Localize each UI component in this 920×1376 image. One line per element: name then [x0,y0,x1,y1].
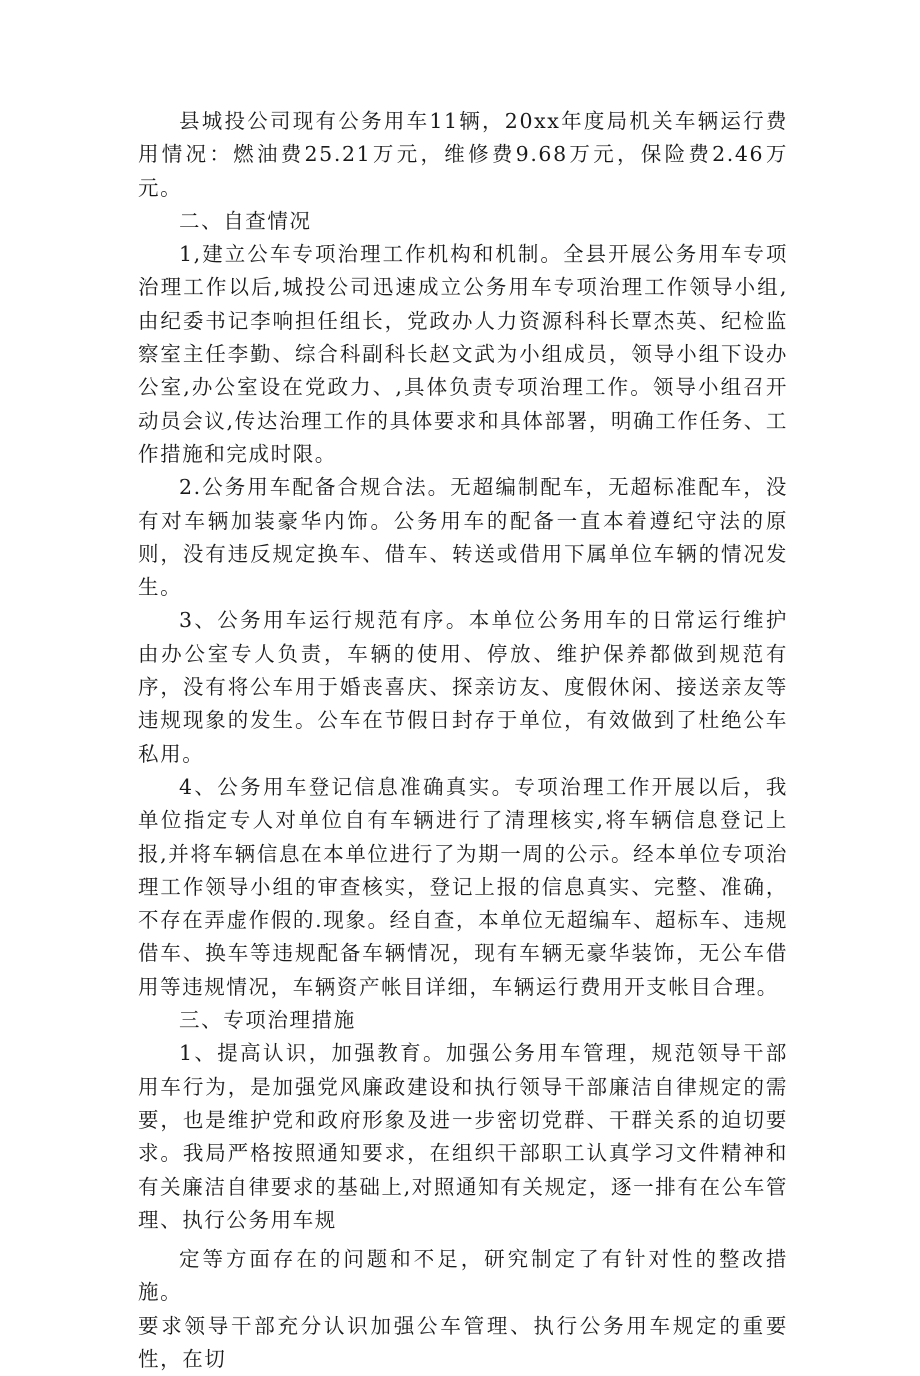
document-body [138,105,788,1376]
paragraph-measure-1-continued: 定等方面存在的问题和不足，研究制定了有针对性的整改措施。 [138,1247,788,1305]
paragraph-item-2: 2.公务用车配备合规合法。无超编制配车，无超标准配车，没有对车辆加装豪华内饰。公务用车的配备一直本着遵纪守法的原则，没有违反规定换车、借车、转送或借用下属单位车辆的情况发生。 [138,475,788,600]
paragraph-vehicle-costs: 县城投公司现有公务用车11辆，20xx年度局机关车辆运行费用情况：燃油费25.21万元，维修费9.68万元，保险费2.46万元。 [138,109,788,200]
heading-governance-measures: 三、专项治理措施 [179,1008,356,1033]
paragraph-item-3: 3、公务用车运行规范有序。本单位公务用车的日常运行维护由办公室专人负责，车辆的使用、停放、维护保养都做到规范有序，没有将公车用于婚丧喜庆、探亲访友、度假休闲、接送亲友等违规现象的发生。公车在节假日封存于单位，有效做到了杜绝公车私用。 [138,608,788,766]
heading-self-inspection: 二、自查情况 [179,208,312,233]
paragraph-item-1: 1,建立公车专项治理工作机构和机制。全县开展公务用车专项治理工作以后,城投公司迅速成立公务用车专项治理工作领导小组,由纪委书记李响担任组长，党政办人力资源科科长覃杰英、纪检监察室主任李勤、综合科副科长赵文武为小组成员，领导小组下设办公室,办公室设在党政力、,具体负责专项治理工作。领导小组召开动员会议,传达治理工作的具体要求和具体部署，明确工作任务、工作措施和完成时限。 [138,242,788,466]
paragraph-item-4: 4、公务用车登记信息准确真实。专项治理工作开展以后，我单位指定专人对单位自有车辆进行了清理核实,将车辆信息登记上报,并将车辆信息在本单位进行了为期一周的公示。经本单位专项治理工作领导小组的审查核实，登记上报的信息真实、完整、准确，不存在弄虚作假的.现象。经自查，本单位无超编车、超标车、违规借车、换车等违规配备车辆情况，现有车辆无豪华装饰，无公车借用等违规情况，车辆资产帐目详细，车辆运行费用开支帐目合理。 [138,774,788,999]
paragraph-measure-1: 1、提高认识，加强教育。加强公务用车管理，规范领导干部用车行为，是加强党风廉政建设和执行领导干部廉洁自律规定的需要，也是维护党和政府形象及进一步密切党群、干群关系的迫切要求。我局严格按照通知要求，在组织干部职工认真学习文件精神和有关廉洁自律要求的基础上,对照通知有关规定，逐一排有在公车管理、执行公务用车规 [138,1041,788,1232]
paragraph-requirement: 要求领导干部充分认识加强公车管理、执行公务用车规定的重要性，在切 [138,1313,788,1371]
